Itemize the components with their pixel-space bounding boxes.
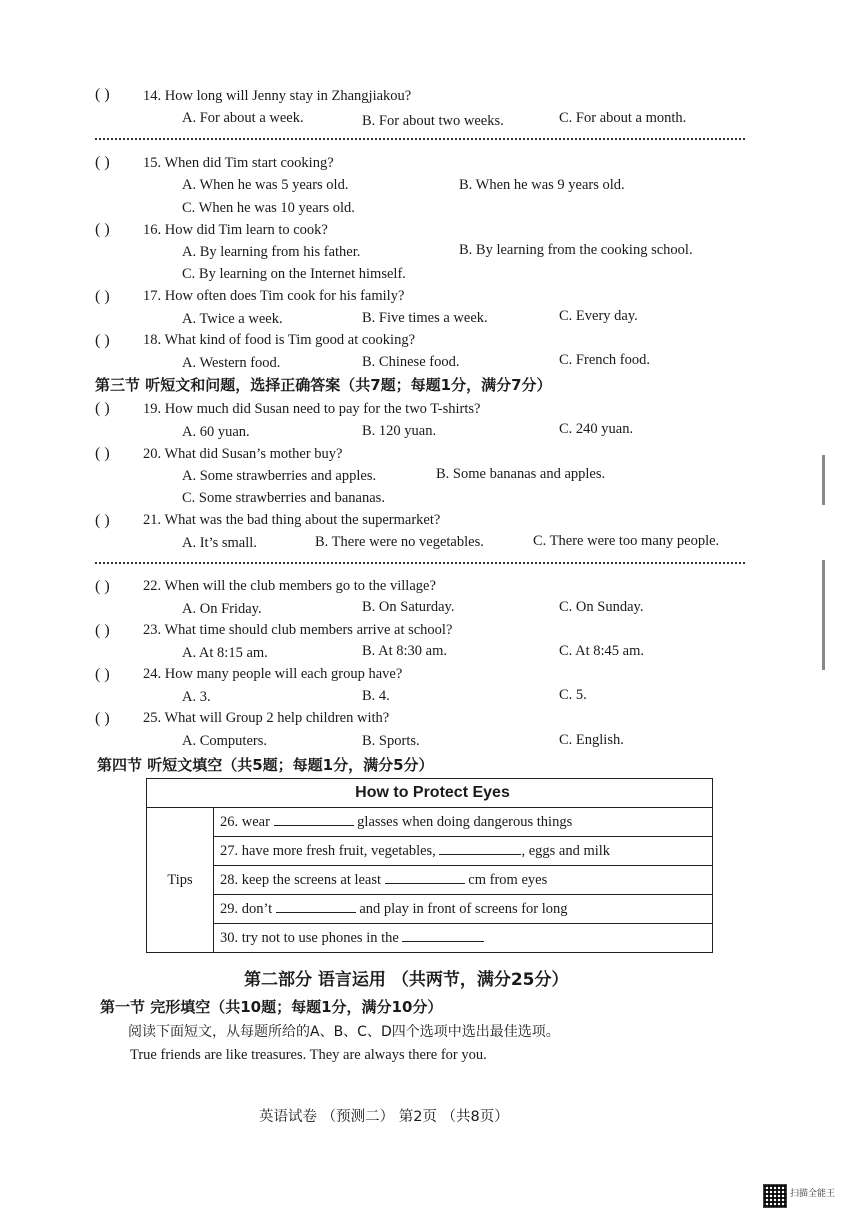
answer-paren[interactable]: ( ) — [95, 154, 110, 171]
dotted-separator — [95, 562, 745, 564]
q23-option-c: C. At 8:45 am. — [559, 643, 644, 659]
dotted-separator — [95, 138, 745, 140]
part-2-heading: 第二部分 语言运用 （共两节，满分25分） — [244, 970, 569, 990]
question-15-stem: 15. When did Tim start cooking? — [143, 155, 334, 171]
q18-option-c: C. French food. — [559, 352, 651, 368]
table-row — [214, 837, 713, 866]
answer-paren[interactable]: ( ) — [95, 512, 110, 529]
scan-edge-mark — [822, 560, 825, 670]
row-28-text-start: 28. keep the screens at least — [220, 872, 382, 888]
blank-27[interactable] — [439, 842, 521, 855]
q14-option-b: B. For about two weeks. — [362, 113, 504, 129]
question-19-stem: 19. How much did Susan need to pay for the two T-shirts? — [143, 401, 481, 417]
question-21-stem: 21. What was the bad thing about the supermarket? — [143, 512, 441, 528]
q24-option-b: B. 4. — [362, 688, 390, 704]
answer-paren[interactable]: ( ) — [95, 666, 110, 683]
q19-option-a: A. 60 yuan. — [182, 424, 250, 440]
row-26-text-start: 26. wear — [220, 814, 270, 830]
question-24-stem: 24. How many people will each group have? — [143, 666, 403, 682]
q14-option-a: A. For about a week. — [182, 110, 304, 126]
table-title: How to Protect Eyes — [147, 779, 713, 808]
q20-option-c: C. Some strawberries and bananas. — [182, 490, 385, 506]
q16-option-a: A. By learning from his father. — [182, 244, 361, 260]
answer-paren[interactable]: ( ) — [95, 400, 110, 417]
answer-paren[interactable]: ( ) — [95, 86, 110, 103]
q18-option-a: A. Western food. — [182, 355, 281, 371]
blank-29[interactable] — [276, 900, 356, 913]
q19-option-b: B. 120 yuan. — [362, 423, 437, 439]
section-3-heading: 第三节 听短文和问题，选择正确答案（共7题；每题1分，满分7分） — [95, 376, 552, 394]
q24-option-c: C. 5. — [559, 687, 587, 703]
row-26-text-end: glasses when doing dangerous things — [357, 814, 573, 830]
scan-edge-mark — [822, 455, 825, 505]
answer-paren[interactable]: ( ) — [95, 710, 110, 727]
q23-option-a: A. At 8:15 am. — [182, 645, 268, 661]
question-25-stem: 25. What will Group 2 help children with? — [143, 710, 390, 726]
blank-28[interactable] — [385, 871, 465, 884]
question-18-stem: 18. What kind of food is Tim good at cooking? — [143, 332, 416, 348]
q21-option-b: B. There were no vegetables. — [315, 534, 484, 550]
section-4-heading: 第四节 听短文填空（共5题；每题1分，满分5分） — [97, 756, 434, 774]
q22-option-a: A. On Friday. — [182, 601, 262, 617]
q16-option-b: B. By learning from the cooking school. — [459, 242, 693, 258]
q21-option-c: C. There were too many people. — [533, 533, 720, 549]
row-27-text-end: , eggs and milk — [521, 843, 611, 859]
answer-paren[interactable]: ( ) — [95, 288, 110, 305]
q18-option-b: B. Chinese food. — [362, 354, 460, 370]
question-23-stem: 23. What time should club members arrive at school? — [143, 622, 453, 638]
q19-option-c: C. 240 yuan. — [559, 421, 634, 437]
question-16-stem: 16. How did Tim learn to cook? — [143, 222, 328, 238]
question-20-stem: 20. What did Susan’s mother buy? — [143, 446, 343, 462]
table-row — [214, 866, 713, 895]
answer-paren[interactable]: ( ) — [95, 578, 110, 595]
page-footer: 英语试卷 （预测二） 第2页 （共8页） — [259, 1109, 509, 1125]
answer-paren[interactable]: ( ) — [95, 622, 110, 639]
q15-option-c: C. When he was 10 years old. — [182, 200, 355, 216]
row-27-text-start: 27. have more fresh fruit, vegetables, — [220, 843, 436, 859]
table-row — [214, 924, 713, 953]
tips-label: Tips — [147, 808, 214, 953]
question-17-stem: 17. How often does Tim cook for his family? — [143, 288, 405, 304]
table-row — [214, 808, 713, 837]
q25-option-a: A. Computers. — [182, 733, 267, 749]
answer-paren[interactable]: ( ) — [95, 221, 110, 238]
table-row — [214, 895, 713, 924]
q17-option-b: B. Five times a week. — [362, 310, 488, 326]
part-2-section-1-heading: 第一节 完形填空（共10题；每题1分，满分10分） — [100, 998, 443, 1016]
q21-option-a: A. It’s small. — [182, 535, 257, 551]
q20-option-b: B. Some bananas and apples. — [436, 466, 606, 482]
q17-option-c: C. Every day. — [559, 308, 638, 324]
q22-option-c: C. On Sunday. — [559, 599, 644, 615]
q17-option-a: A. Twice a week. — [182, 311, 283, 327]
row-28-text-end: cm from eyes — [468, 872, 548, 888]
q20-option-a: A. Some strawberries and apples. — [182, 468, 377, 484]
answer-paren[interactable]: ( ) — [95, 332, 110, 349]
question-14-stem: 14. How long will Jenny stay in Zhangjiakou? — [143, 88, 412, 104]
row-29-text-end: and play in front of screens for long — [359, 901, 568, 917]
tips-table — [146, 778, 713, 953]
question-22-stem: 22. When will the club members go to the village? — [143, 578, 436, 594]
q25-option-c: C. English. — [559, 732, 624, 748]
q22-option-b: B. On Saturday. — [362, 599, 455, 615]
q23-option-b: B. At 8:30 am. — [362, 643, 447, 659]
q16-option-c: C. By learning on the Internet himself. — [182, 266, 406, 282]
q24-option-a: A. 3. — [182, 689, 211, 705]
instruction-text: 阅读下面短文，从每题所给的A、B、C、D四个选项中选出最佳选项。 — [128, 1024, 560, 1040]
q14-option-c: C. For about a month. — [559, 110, 687, 126]
passage-line-1: True friends are like treasures. They are always there for you. — [130, 1047, 487, 1063]
q15-option-a: A. When he was 5 years old. — [182, 177, 349, 193]
scanner-watermark: 扫描全能王 — [790, 1189, 836, 1199]
qr-code-icon — [763, 1184, 787, 1208]
q15-option-b: B. When he was 9 years old. — [459, 177, 625, 193]
q25-option-b: B. Sports. — [362, 733, 420, 749]
answer-paren[interactable]: ( ) — [95, 445, 110, 462]
blank-26[interactable] — [274, 813, 354, 826]
row-29-text-start: 29. don’t — [220, 901, 273, 917]
blank-30[interactable] — [402, 929, 484, 942]
row-30-text-start: 30. try not to use phones in the — [220, 930, 399, 946]
